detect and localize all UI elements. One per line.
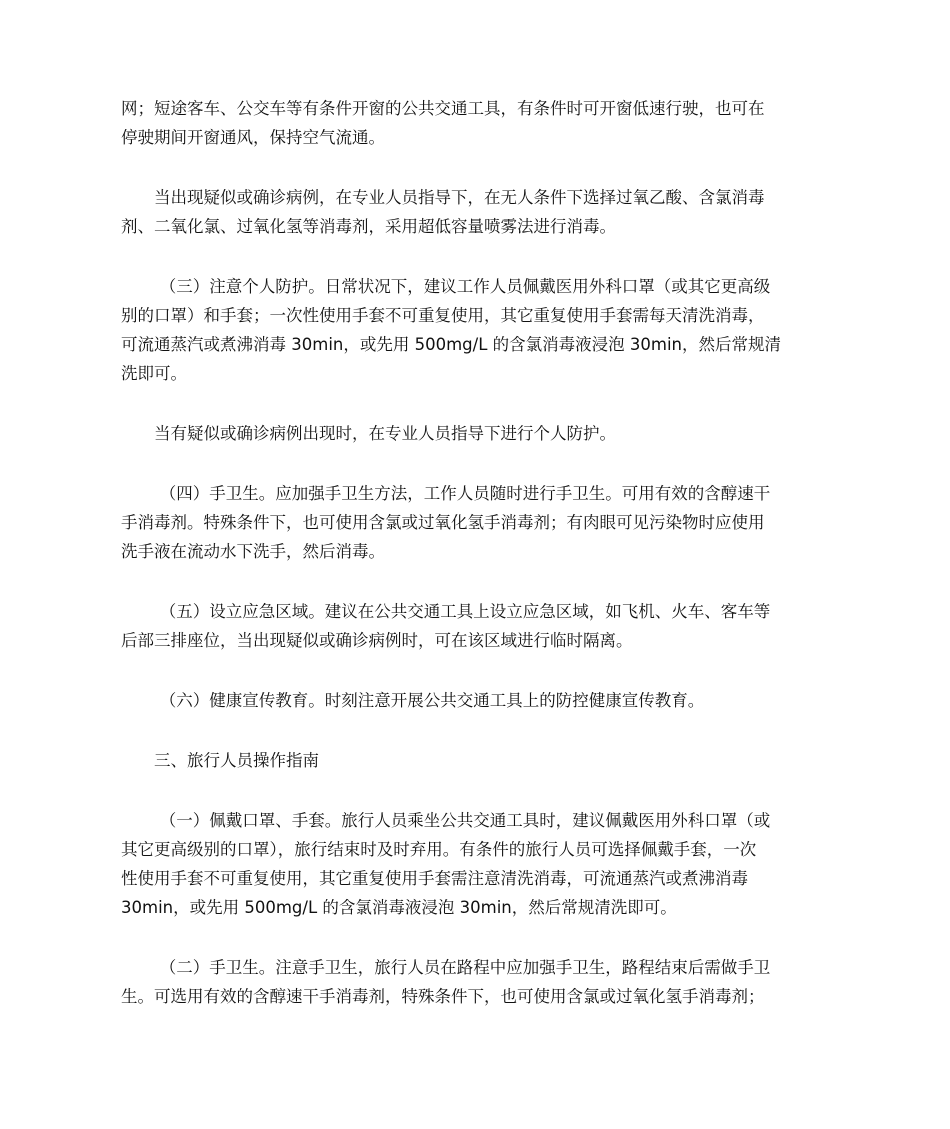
paragraph-health-education [121,686,833,715]
text-line: 30min，或先用 500mg/L 的含氯消毒液浸泡 30min，然后常规清洗即可。 [121,898,677,917]
text-line: 性使用手套不可重复使用，其它重复使用手套需注意清洗消毒，可流通蒸汽或煮沸消毒 [121,869,748,888]
text-line: 剂、二氧化氯、过氧化氢等消毒剂，采用超低容量喷雾法进行消毒。 [121,217,616,236]
paragraph-hand-hygiene-staff [121,479,833,566]
section-heading-traveler-guide [121,746,833,775]
text-line: 手消毒剂。特殊条件下，也可使用含氯或过氧化氢手消毒剂；有肉眼可见污染物时应使用 [121,513,765,532]
text-line: 生。可选用有效的含醇速干手消毒剂，特殊条件下，也可使用含氯或过氧化氢手消毒剂； [121,987,765,1006]
text-line: 洗即可。 [121,364,187,383]
text-line: 后部三排座位，当出现疑似或确诊病例时，可在该区域进行临时隔离。 [121,631,633,650]
text-line: 别的口罩）和手套；一次性使用手套不可重复使用，其它重复使用手套需每天清洗消毒， [121,306,765,325]
paragraph-ventilation-continued [121,94,833,152]
text-line: （二）手卫生。注意手卫生，旅行人员在路程中应加强手卫生，路程结束后需做手卫 [159,958,771,977]
paragraph-hand-hygiene-travelers [121,953,833,1011]
text-line: 当出现疑似或确诊病例，在专业人员指导下，在无人条件下选择过氧乙酸、含氯消毒 [154,188,765,207]
text-line: 其它更高级别的口罩），旅行结束时及时弃用。有条件的旅行人员可选择佩戴手套，一次 [121,840,757,859]
paragraph-disinfection-on-case [121,183,833,241]
text-line: 三、旅行人员操作指南 [154,751,319,770]
text-line: （六）健康宣传教育。时刻注意开展公共交通工具上的防控健康宣传教育。 [159,691,705,710]
text-line: 停驶期间开窗通风，保持空气流通。 [121,128,385,147]
text-line: （五）设立应急区域。建议在公共交通工具上设立应急区域，如飞机、火车、客车等 [159,602,771,621]
text-line: 当有疑似或确诊病例出现时，在专业人员指导下进行个人防护。 [154,424,616,443]
document-body [121,94,833,1042]
text-line: （三）注意个人防护。日常状况下，建议工作人员佩戴医用外科口罩（或其它更高级 [159,277,771,296]
paragraph-protection-on-case [121,419,833,448]
text-line: 网；短途客车、公交车等有条件开窗的公共交通工具，有条件时可开窗低速行驶，也可在 [121,99,765,118]
text-line: 洗手液在流动水下洗手，然后消毒。 [121,542,385,561]
text-line: （四）手卫生。应加强手卫生方法，工作人员随时进行手卫生。可用有效的含醇速干 [159,484,771,503]
paragraph-personal-protection [121,272,833,388]
text-line: 可流通蒸汽或煮沸消毒 30min，或先用 500mg/L 的含氯消毒液浸泡 30min，然后常规清 [121,335,781,354]
text-line: （一）佩戴口罩、手套。旅行人员乘坐公共交通工具时，建议佩戴医用外科口罩（或 [159,811,771,830]
paragraph-emergency-area [121,597,833,655]
paragraph-masks-gloves [121,806,833,922]
